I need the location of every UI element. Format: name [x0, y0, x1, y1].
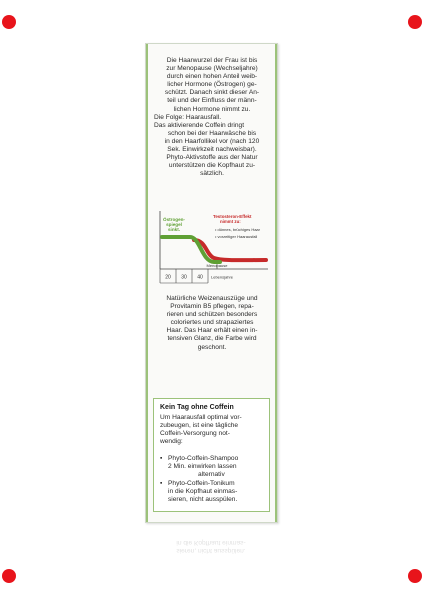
bullet-icon: ▪ — [160, 480, 163, 488]
care-line: tensiven Glanz, die Farbe wird — [167, 335, 257, 343]
list-item-line: Phyto-Coffein-Shampoo — [168, 455, 239, 462]
info-intro-line: zubeugen, ist eine tägliche — [160, 422, 239, 430]
caffeine-info-box — [153, 398, 270, 512]
box-edge-left — [146, 44, 148, 522]
corner-dot-bottom-left — [2, 569, 16, 583]
care-line: Natürliche Weizenauszüge und — [166, 295, 258, 302]
estrogen-label-line: sinkt. — [168, 227, 180, 232]
info-box-intro — [160, 414, 264, 446]
intro-line: zur Menopause (Wechseljahre) — [166, 65, 258, 73]
testosterone-label-line: nimmt zu: — [220, 219, 241, 224]
care-line: coloriertes und strapaziertes — [170, 319, 254, 327]
intro-line: sätzlich. — [200, 170, 224, 178]
product-box-side — [145, 43, 278, 523]
intro-line: Sek. Einwirkzeit nachweisbar). — [167, 146, 257, 154]
menopause-label: Menopause — [206, 263, 228, 268]
testosterone-label-line: Testosteron-Effekt — [213, 214, 252, 219]
x-tick-label: 20 — [165, 274, 171, 281]
info-box-title: Kein Tag ohne Coffein — [160, 404, 234, 411]
box-reflection — [152, 534, 270, 554]
intro-line: Die Haarwurzel der Frau ist bis — [166, 57, 258, 64]
intro-line: lichen Hormone nimmt zu. — [173, 105, 251, 113]
list-item-line: Phyto-Coffein-Tonikum — [168, 480, 235, 488]
usage-list — [160, 455, 266, 506]
x-tick-label: 30 — [181, 274, 187, 281]
list-item — [160, 455, 266, 479]
box-edge-right — [275, 44, 277, 522]
care-line: rieren und schützen besonders — [166, 311, 258, 319]
corner-dot-bottom-right — [408, 569, 422, 583]
effect-item: • dünnes, brüchiges Haar — [215, 227, 260, 232]
intro-line: in den Haarfollikel vor (nach 120 — [164, 137, 260, 145]
info-intro-line: Coffein-Versorgung not- — [160, 430, 230, 438]
intro-line: schützt. Danach sinkt dieser An- — [164, 89, 260, 97]
intro-line: Das aktivierende Coffein dringt — [154, 121, 245, 129]
estrogen-label-line: spiegel — [166, 222, 182, 227]
reflection-line: sieren, nicht ausspülen. — [176, 547, 246, 554]
care-line: geschont. — [197, 343, 227, 351]
intro-line: durch einen hohen Anteil weib- — [166, 73, 258, 81]
reflection-line: in die Kopfhaut einmas- — [176, 539, 246, 546]
care-line: Haar. Das Haar erhält einen in- — [166, 327, 258, 335]
intro-line: Phyto-Aktivstoffe aus der Natur — [166, 154, 258, 162]
care-line: Provitamin B5 pflegen, repa- — [170, 303, 254, 311]
intro-line: teil und der Einfluss der männ- — [167, 97, 257, 105]
intro-line: schon bei der Haarwäsche bis — [167, 129, 257, 137]
x-axis-label: Lebensjahre — [211, 274, 234, 280]
effect-item: • vorzeitiger Haarausfall — [215, 234, 258, 239]
corner-dot-top-left — [2, 15, 16, 29]
corner-dot-top-right — [408, 15, 422, 29]
intro-paragraph — [154, 57, 270, 178]
info-intro-line: wendig: — [160, 438, 183, 446]
info-intro-line: Um Haarausfall optimal vor- — [160, 414, 242, 421]
intro-line: licher Hormone (Östrogen) ge- — [167, 81, 257, 89]
list-item — [160, 480, 266, 504]
x-tick-label: 40 — [197, 274, 203, 281]
bullet-icon: ▪ — [160, 455, 163, 462]
intro-line: unterstützen die Kopfhaut zu- — [168, 162, 256, 170]
list-item-line: in die Kopfhaut einmas- — [168, 488, 238, 496]
care-paragraph — [154, 295, 270, 352]
intro-line: Die Folge: Haarausfall. — [154, 113, 222, 121]
hormone-diagram — [154, 207, 272, 285]
list-item-line: 2 Min. einwirken lassen — [168, 463, 237, 471]
estrogen-label-line: Östrogen- — [163, 217, 185, 222]
list-item-line: sieren, nicht ausspülen. — [168, 496, 238, 504]
list-item-line: alternativ — [198, 471, 225, 479]
